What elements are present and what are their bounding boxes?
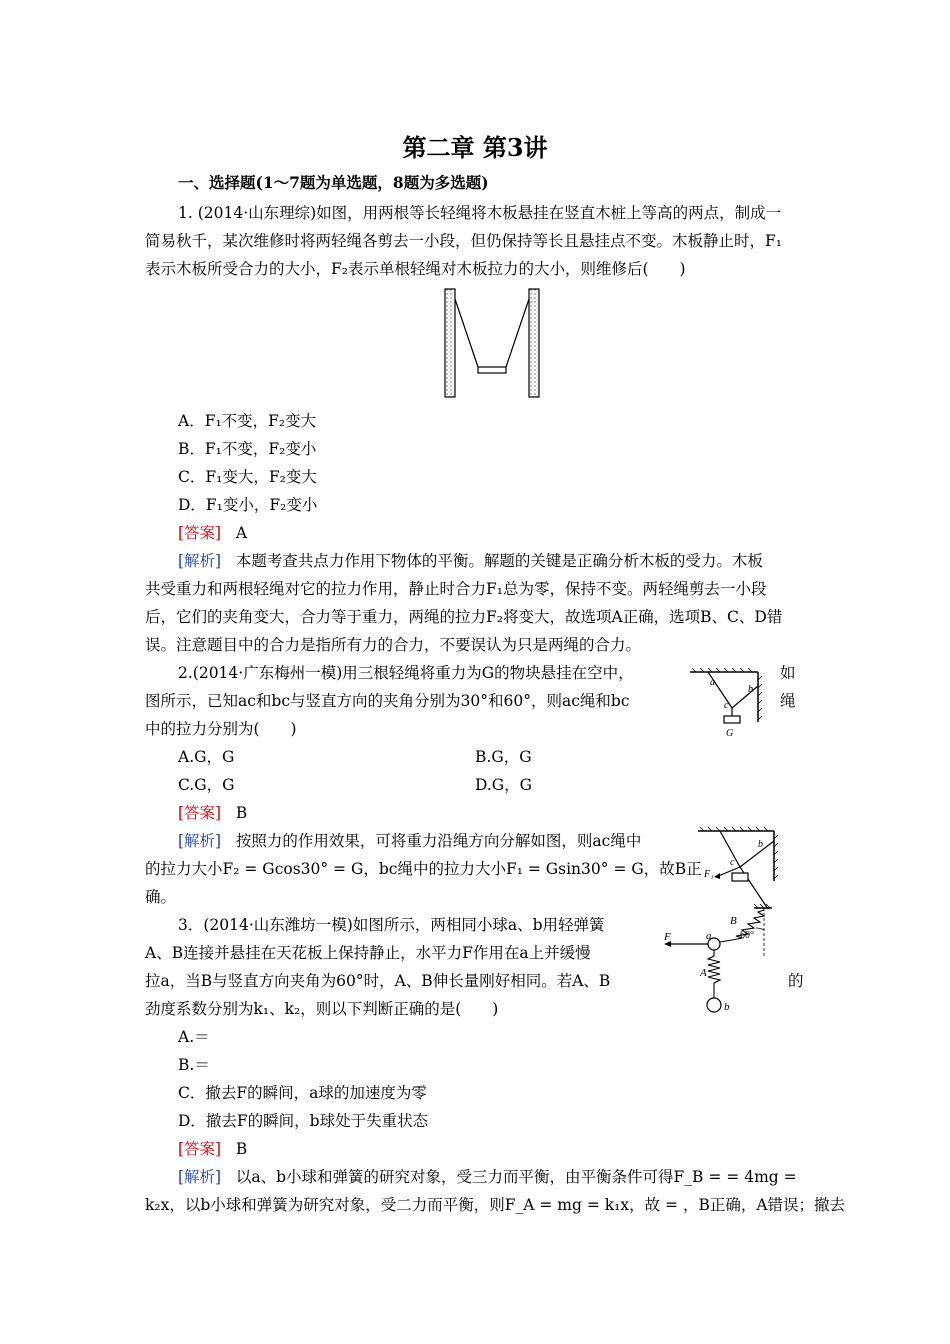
q1-analysis-text-1: 本题考查共点力作用下物体的平衡。解题的关键是正确分析木板的受力。木板 <box>235 552 763 570</box>
q2-fig-label-b: b <box>748 684 753 695</box>
q1-left-rope <box>455 299 478 367</box>
q3-spring-figure <box>658 898 778 1023</box>
q2-analysis-fig-label-f1: F₁ <box>704 869 714 880</box>
q1-text-line-2: 简易秋千，某次维修时将两轻绳各剪去一小段，但仍保持等长且悬挂点不变。木板静止时，F₁ <box>145 232 782 250</box>
q3-text-line-2: A、B连接并悬挂在天花板上保持静止，水平力F作用在a上并缓慢 <box>145 944 591 962</box>
q3-answer <box>178 1139 247 1159</box>
q1-swing-figure <box>438 285 548 400</box>
q1-text-line-1: 1. (2014·山东理综)如图，用两根等长轻绳将木板悬挂在竖直木桩上等高的两点，制成一 <box>178 204 782 222</box>
q3-option-d: D．撤去F的瞬间，b球处于失重状态 <box>178 1112 429 1130</box>
q3-fig-label-spring-a: A <box>700 967 707 979</box>
q1-option-a: A．F₁不变，F₂变大 <box>178 412 317 430</box>
q2-fig-label-g: G <box>726 728 734 739</box>
q3-analysis-tag: [解析] <box>178 1168 222 1186</box>
q1-option-d: D．F₁变小，F₂变小 <box>178 496 318 514</box>
q3-text-line-3-tail: 的 <box>788 972 804 990</box>
q1-analysis-line-1 <box>178 551 763 571</box>
q2-option-c: C.G，G <box>178 776 235 794</box>
q3-option-c: C．撤去F的瞬间，a球的加速度为零 <box>178 1084 427 1102</box>
q2-option-b: B.G，G <box>475 748 532 766</box>
q3-analysis-line-2: k₂x，以b小球和弹簧为研究对象，受二力而平衡，则F_A = mg = k₁x，故 = ，B正确，A错误；撤去 <box>145 1196 846 1214</box>
section-heading: 一、选择题(1～7题为单选题，8题为多选题) <box>178 173 489 192</box>
q1-board <box>478 367 506 373</box>
q3-option-a: A.＝ <box>178 1028 210 1046</box>
q3-fig-label-spring-b: B <box>730 915 737 927</box>
q2-analysis-tag: [解析] <box>178 832 222 850</box>
q2-analysis-fig-label-c: c <box>730 857 735 868</box>
q3-text-line-1: 3．(2014·山东潍坊一模)如图所示，两相同小球a、b用轻弹簧 <box>178 916 605 934</box>
q2-text-line-1-tail: 如 <box>780 664 796 682</box>
q2-option-a: A.G，G <box>178 748 235 766</box>
q1-answer <box>178 523 247 543</box>
q1-right-rope <box>506 299 529 367</box>
q1-analysis-line-2: 共受重力和两根轻绳对它的拉力作用，静止时合力F₁总为零，保持不变。两轻绳剪去一小段 <box>145 580 767 598</box>
q3-text-line-3: 拉a，当B与竖直方向夹角为60°时，A、B伸长量刚好相同。若A、B <box>145 972 611 990</box>
q1-left-post <box>445 289 455 397</box>
q2-option-d: D.G，G <box>475 776 533 794</box>
q2-fig-label-c: c <box>724 700 729 711</box>
q2-analysis-line-1 <box>178 831 641 851</box>
q1-text-line-3: 表示木板所受合力的大小，F₂表示单根轻绳对木板拉力的大小，则维修后( ) <box>145 260 686 278</box>
q2-text-line-3: 中的拉力分别为( ) <box>145 720 297 738</box>
q2-text-line-1: 2.(2014·广东梅州一模)用三根轻绳将重力为G的物块悬挂在空中， <box>178 664 634 682</box>
q2-answer-value: B <box>235 804 248 822</box>
q2-fig-label-a: a <box>710 677 715 688</box>
q1-answer-tag: [答案] <box>178 524 222 542</box>
q3-analysis-text-1: 以a、b小球和弹簧的研究对象，受三力而平衡，由平衡条件可得F_B = = 4mg = <box>235 1168 797 1186</box>
q3-fig-label-b: b <box>724 1001 730 1013</box>
q1-analysis-tag: [解析] <box>178 552 222 570</box>
q1-option-c: C．F₁变大，F₂变大 <box>178 468 317 486</box>
q3-answer-tag: [答案] <box>178 1140 222 1158</box>
q1-analysis-line-3: 后，它们的夹角变大，合力等于重力，两绳的拉力F₂将变大，故选项A正确，选项B、C、D错 <box>145 608 783 626</box>
q2-analysis-line-2: 的拉力大小F₂ = Gcos30° = G，bc绳中的拉力大小F₁ = Gsin30° = G，故B正 <box>145 860 702 878</box>
q2-text-line-2: 图所示，已知ac和bc与竖直方向的夹角分别为30°和60°，则ac绳和bc <box>145 692 630 710</box>
q3-option-b: B.＝ <box>178 1056 210 1074</box>
q3-text-line-4: 劲度系数分别为k₁、k₂，则以下判断正确的是( ) <box>145 1000 499 1018</box>
q2-analysis-text-1: 按照力的作用效果，可将重力沿绳方向分解如图，则ac绳中 <box>235 832 642 850</box>
page-title: 第二章 第3讲 <box>402 133 548 162</box>
q3-analysis-line-1 <box>178 1167 797 1187</box>
q1-answer-value: A <box>235 524 248 542</box>
q2-analysis-fig-label-b: b <box>758 839 763 850</box>
q3-fig-label-f: F <box>664 931 671 943</box>
q2-analysis-line-3: 确。 <box>145 888 177 906</box>
q2-answer <box>178 803 247 823</box>
q1-analysis-line-4: 误。注意题目中的合力是指所有力的合力，不要误认为只是两绳的合力。 <box>145 636 642 654</box>
q3-answer-value: B <box>235 1140 248 1158</box>
q1-right-post <box>529 289 539 397</box>
q2-figure <box>688 668 770 740</box>
q1-option-b: B．F₁不变，F₂变小 <box>178 440 317 458</box>
q3-fig-label-a: a <box>706 930 712 942</box>
q2-answer-tag: [答案] <box>178 804 222 822</box>
q3-fig-label-angle: 60° <box>740 930 754 941</box>
q2-text-line-2-tail: 绳 <box>780 692 796 710</box>
